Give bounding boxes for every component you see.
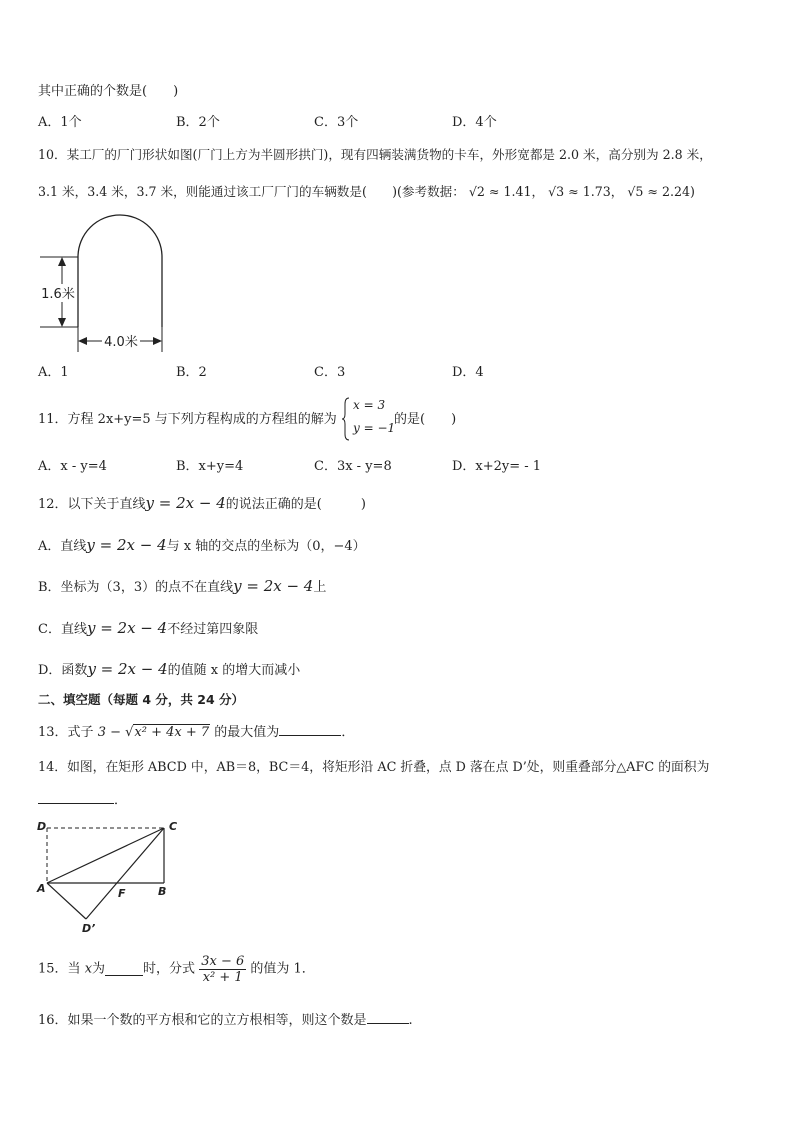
q9-stem: 其中正确的个数是( ) xyxy=(38,84,179,99)
q10-ref-sqrt5: √5 ≈ 2.24) xyxy=(627,184,695,199)
q13-pre: 13．式子 xyxy=(38,725,94,740)
q15-mid2: 时，分式 xyxy=(143,961,196,977)
q12-a-post: 与 x 轴的交点的坐标为（0，−4） xyxy=(166,539,366,554)
q12-c-pre: C．直线 xyxy=(38,622,87,637)
q13-expr-a: 3 − xyxy=(97,725,126,740)
q12-stem xyxy=(38,494,366,514)
q11-sys-top: x = 3 xyxy=(353,398,386,412)
gate-figure xyxy=(36,212,176,357)
q12-c-eq: y = 2x − 4 xyxy=(86,619,168,637)
q15-denominator: x² + 1 xyxy=(202,970,243,985)
q12-option-a xyxy=(38,536,366,556)
q15-answer-blank[interactable] xyxy=(105,963,143,976)
q13: 13．式子 3 − √x² + 4x + 7 的最大值为 ． xyxy=(38,725,355,740)
gate-outline xyxy=(78,215,162,327)
q10-line2-text: 3.1 米，3.4 米，3.7 米，则能通过该工厂厂门的车辆数是( )(参考数据： xyxy=(38,184,465,199)
q11-sys-bot: y = −1 xyxy=(353,421,396,435)
q10-ref-sqrt2: √2 ≈ 1.41 xyxy=(468,184,532,199)
q12-d-eq: y = 2x − 4 xyxy=(87,660,168,678)
q10-option-a: A．1 xyxy=(38,365,69,380)
q10-option-d: D．4 xyxy=(452,365,484,380)
q11-option-c: C．3x - y=8 xyxy=(314,459,392,474)
q12-b-eq: y = 2x − 4 xyxy=(233,577,314,595)
q9-option-a: A．1个 xyxy=(38,115,82,130)
q13-radicand: x² + 4x + 7 xyxy=(134,725,210,740)
q13-post: 的最大值为 xyxy=(214,725,280,740)
label-B: B xyxy=(158,885,167,898)
q15-post: 的值为 1． xyxy=(250,961,315,977)
q13-answer-blank[interactable] xyxy=(279,723,341,736)
brace-icon xyxy=(341,396,351,442)
q12-b-pre: B．坐标为（3，3）的点不在直线 xyxy=(38,580,234,595)
q10-option-c: C．3 xyxy=(314,365,346,380)
segment-AD-prime xyxy=(47,883,86,919)
label-C: C xyxy=(169,820,178,833)
q15-numerator: 3x − 6 xyxy=(201,954,245,969)
q16-answer-blank[interactable] xyxy=(367,1011,409,1024)
q12-option-c xyxy=(38,619,258,639)
height-label: 1.6米 xyxy=(41,287,75,302)
label-A: A xyxy=(37,882,46,895)
q15 xyxy=(38,954,315,985)
q16-text: 16．如果一个数的平方根和它的立方根相等，则这个数是 xyxy=(38,1013,367,1028)
q9-option-d: D．4个 xyxy=(452,115,497,130)
q12-a-eq: y = 2x − 4 xyxy=(86,536,167,554)
q12-stem-pre: 12．以下关于直线 xyxy=(38,497,146,512)
segment-AC xyxy=(47,828,164,883)
q10-line1: 10．某工厂的厂门形状如图(厂门上方为半圆形拱门)，现有四辆装满货物的卡车，外形宽都是 2.0 米，高分别为 2.8 米， xyxy=(38,147,712,162)
q11-option-b: B．x+y=4 xyxy=(176,459,244,474)
q10-ref-sqrt3: √3 ≈ 1.73 xyxy=(548,184,611,199)
rectangle-fold-figure xyxy=(34,815,184,937)
q12-b-post: 上 xyxy=(313,580,327,595)
label-F: F xyxy=(118,887,126,900)
q12-d-post: 的值随 x 的增大而减小 xyxy=(167,663,301,678)
label-D: D xyxy=(37,820,47,833)
q15-pre: 15．当 xyxy=(38,961,81,977)
q12-a-pre: A．直线 xyxy=(38,539,87,554)
q9-option-c: C．3个 xyxy=(314,115,359,130)
q15-var: x xyxy=(84,961,93,977)
q12-c-post: 不经过第四象限 xyxy=(167,622,259,637)
q11-option-a: A．x - y=4 xyxy=(38,459,107,474)
q15-mid: 为 xyxy=(92,961,106,977)
q16: 16．如果一个数的平方根和它的立方根相等，则这个数是 . xyxy=(38,1013,413,1028)
q12-equation: y = 2x − 4 xyxy=(145,494,226,512)
q11-system xyxy=(341,396,396,442)
q14-answer-blank[interactable] xyxy=(38,791,114,804)
q12-option-b xyxy=(38,577,326,597)
width-label: 4.0米 xyxy=(104,335,138,350)
q11-option-d: D．x+2y= - 1 xyxy=(452,459,542,474)
q10-option-b: B．2 xyxy=(176,365,207,380)
q12-stem-post: 的说法正确的是( ) xyxy=(225,497,366,512)
q15-fraction xyxy=(199,954,246,985)
q9-option-b: B．2个 xyxy=(176,115,220,130)
q12-option-d xyxy=(38,660,300,680)
section-2-heading: 二、填空题（每题 4 分，共 24 分） xyxy=(38,692,245,707)
q14-line2: ． xyxy=(38,791,127,810)
segment-CD-prime xyxy=(86,828,167,919)
q10-line2: 3.1 米，3.4 米，3.7 米，则能通过该工厂厂门的车辆数是( )(参考数据： √2 ≈ 1.41， √3 ≈ 1.73， √5 ≈ 2.24) xyxy=(38,184,695,199)
q14-line1: 14．如图，在矩形 ABCD 中，AB＝8，BC＝4，将矩形沿 AC 折叠，点 D 落在点 D’处，则重叠部分△AFC 的面积为 xyxy=(38,760,710,775)
q11-post: 的是( ) xyxy=(394,412,457,427)
q11-pre: 11．方程 2x+y=5 与下列方程构成的方程组的解为 xyxy=(38,412,337,427)
q12-d-pre: D．函数 xyxy=(38,663,88,678)
label-D-prime: D’ xyxy=(82,922,96,935)
